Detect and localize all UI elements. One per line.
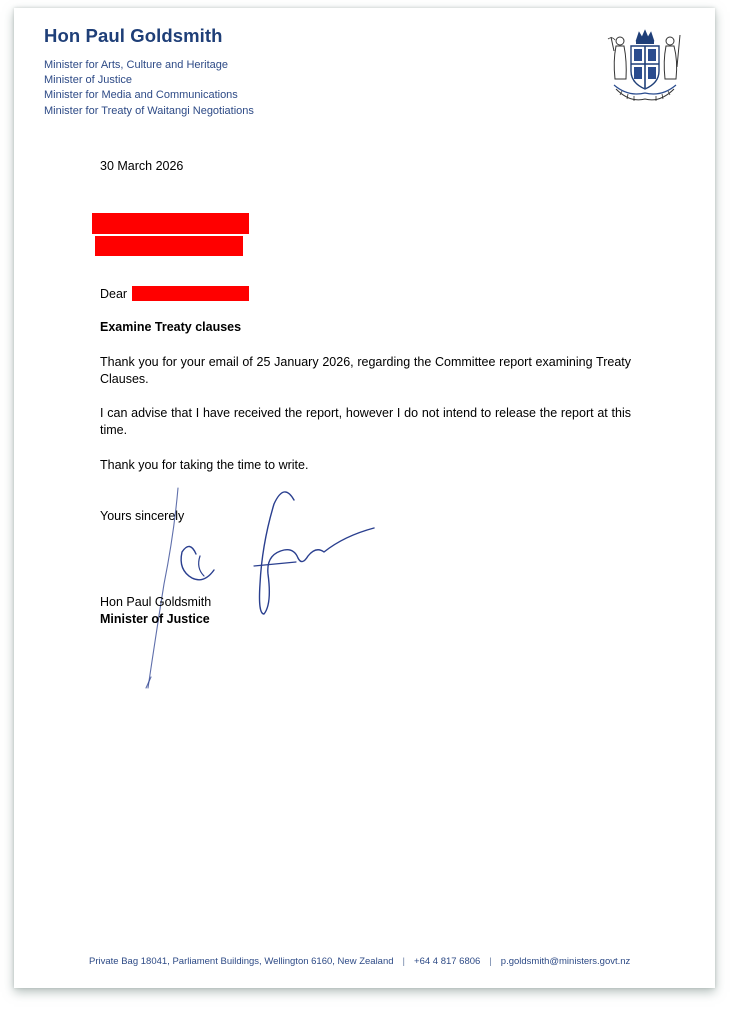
letter-subject: Examine Treaty clauses [100,320,242,334]
signer-name: Hon Paul Goldsmith [100,595,212,609]
footer-separator: | [402,956,406,967]
handwritten-signature [134,474,384,694]
redacted-address-line-1 [92,213,249,234]
portfolio-item: Minister for Arts, Culture and Heritage [44,59,229,71]
portfolio-list [44,58,254,119]
letter-page [14,8,715,988]
body-paragraph: Thank you for your email of 25 January 2026, regarding the Committee report examining Treaty Clauses. [100,355,631,386]
portfolio-item: Minister for Treaty of Waitangi Negotiations [44,104,254,117]
coat-of-arms-icon [598,27,692,111]
portfolio-item: Minister of Justice [44,74,133,87]
footer-contact [89,956,630,967]
letterhead-name: Hon Paul Goldsmith [44,25,223,46]
closing: Yours sincerely [100,509,185,523]
footer-address: Private Bag 18041, Parliament Buildings, Wellington 6160, New Zealand [89,956,394,967]
redacted-recipient-name [132,286,249,301]
salutation: Dear [100,287,128,301]
signer-role: Minister of Justice [100,612,210,626]
body-paragraph: Thank you for taking the time to write. [100,458,309,472]
footer-email: p.goldsmith@ministers.govt.nz [500,956,631,967]
footer-phone: +64 4 817 6806 [414,956,481,967]
footer-separator: | [489,956,492,967]
portfolio-item: Minister for Media and Communications [44,89,238,102]
letter-date: 30 March 2026 [100,159,184,173]
body-paragraph: I can advise that I have received the report, however I do not intend to release the report at this time. [100,406,631,437]
redacted-address-line-2 [95,236,243,256]
